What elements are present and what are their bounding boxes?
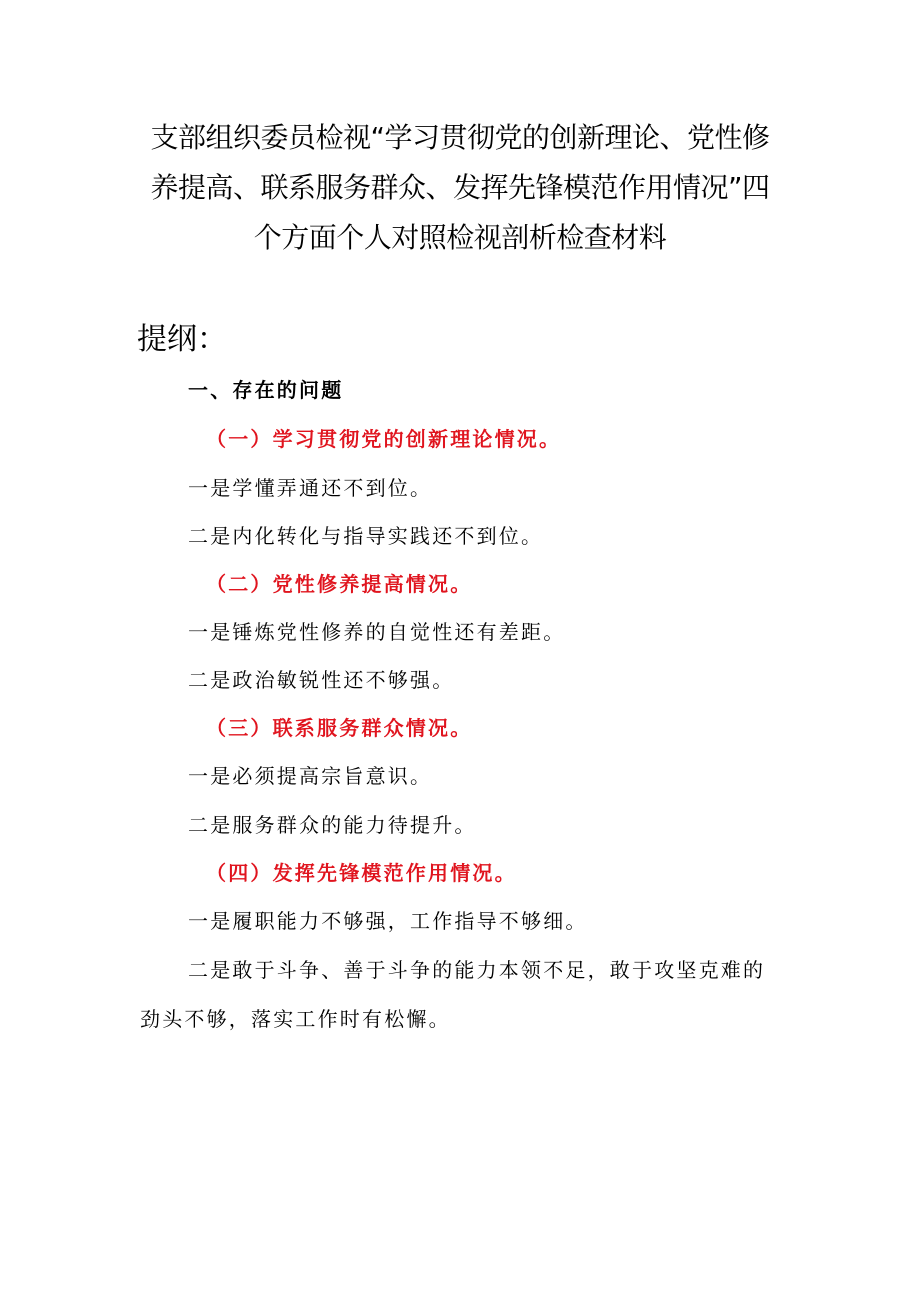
list-item: 二是政治敏锐性还不够强。 (188, 668, 455, 692)
subsection-heading-3: （三）联系服务群众情况。 (206, 716, 473, 740)
title-line-2: 养提高、联系服务群众、发挥先锋模范作用情况”四 (150, 171, 770, 204)
list-item: 二是服务群众的能力待提升。 (188, 813, 477, 837)
subsection-heading-2: （二）党性修养提高情况。 (206, 572, 473, 596)
subsection-heading-4: （四）发挥先锋模范作用情况。 (206, 861, 517, 885)
list-item: 二是敢于斗争、善于斗争的能力本领不足，敢于攻坚克难的 (188, 958, 766, 982)
section-heading: 一、存在的问题 (188, 378, 344, 402)
list-item-continuation: 劲头不够，落实工作时有松懈。 (140, 1007, 451, 1031)
list-item: 二是内化转化与指导实践还不到位。 (188, 524, 544, 548)
title-line-3: 个方面个人对照检视剖析检查材料 (253, 221, 667, 254)
outline-label: 提纲： (137, 322, 227, 357)
title-line-1: 支部组织委员检视“学习贯彻党的创新理论、党性修 (150, 121, 770, 154)
list-item: 一是锤炼党性修养的自觉性还有差距。 (188, 620, 566, 644)
list-item: 一是学懂弄通还不到位。 (188, 476, 433, 500)
list-item: 一是必须提高宗旨意识。 (188, 764, 433, 788)
subsection-heading-1: （一）学习贯彻党的创新理论情况。 (206, 427, 562, 451)
document-title (140, 113, 780, 263)
list-item: 一是履职能力不够强，工作指导不够细。 (188, 909, 588, 933)
